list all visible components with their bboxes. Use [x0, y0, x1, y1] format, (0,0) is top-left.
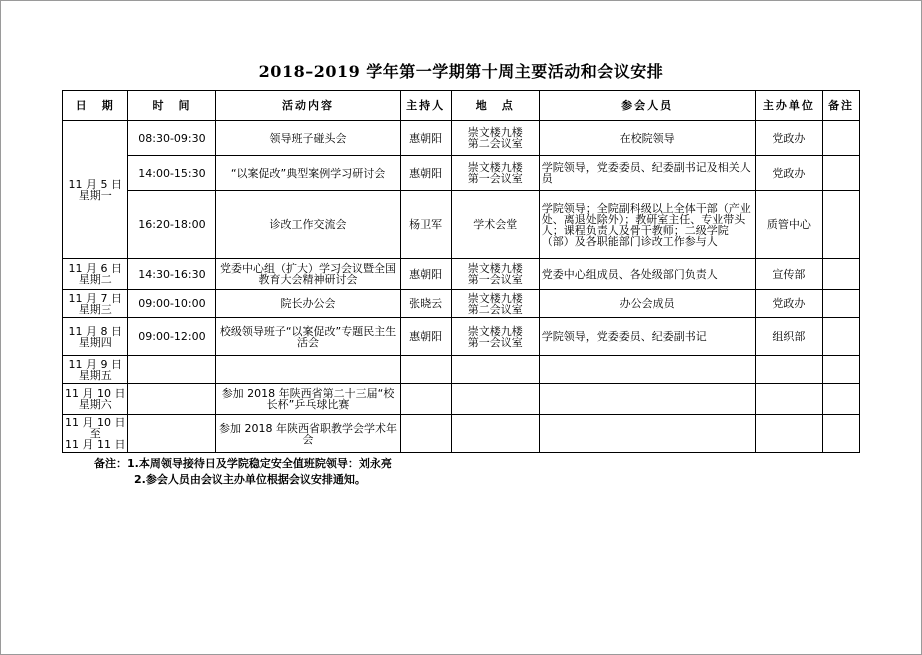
- header-attendees: 参会人员: [539, 91, 755, 121]
- table-row: [63, 121, 860, 156]
- table-row: [63, 156, 860, 191]
- date-cell: 11 月 8 日 星期四: [63, 318, 128, 356]
- attendees-cell: 党委中心组成员、各处级部门负责人: [539, 259, 755, 290]
- table-row: [63, 290, 860, 318]
- note-cell: [823, 259, 860, 290]
- activity-cell: 院长办公会: [216, 290, 400, 318]
- host-cell: [400, 415, 451, 453]
- place-cell: 崇文楼九楼 第一会议室: [451, 156, 539, 191]
- note-cell: [823, 384, 860, 415]
- time-cell: 09:00-12:00: [128, 318, 216, 356]
- activity-cell: “以案促改”典型案例学习研讨会: [216, 156, 400, 191]
- attendees-cell: 学院领导，党委委员、纪委副书记: [539, 318, 755, 356]
- attendees-cell: 办公会成员: [539, 290, 755, 318]
- attendees-cell: 在校院领导: [539, 121, 755, 156]
- organizer-cell: [755, 384, 823, 415]
- time-cell: [128, 415, 216, 453]
- time-cell: 14:00-15:30: [128, 156, 216, 191]
- footnote-line-1: 备注：1.本周领导接待日及学院稳定安全值班院领导：刘永亮: [94, 457, 392, 470]
- host-cell: 张晓云: [400, 290, 451, 318]
- attendees-cell: 学院领导，党委委员、纪委副书记及相关人员: [539, 156, 755, 191]
- table-row: [63, 318, 860, 356]
- place-cell: [451, 356, 539, 384]
- note-cell: [823, 156, 860, 191]
- header-time: 时 间: [128, 91, 216, 121]
- note-cell: [823, 121, 860, 156]
- table-row: [63, 356, 860, 384]
- page-title: 2018–2019 学年第一学期第十周主要活动和会议安排: [258, 62, 664, 81]
- activity-cell: 党委中心组（扩大）学习会议暨全国教育大会精神研讨会: [216, 259, 400, 290]
- place-cell: [451, 384, 539, 415]
- activity-cell: 参加 2018 年陕西省第二十三届“校长杯”乒乓球比赛: [216, 384, 400, 415]
- host-cell: 惠朝阳: [400, 156, 451, 191]
- host-cell: 惠朝阳: [400, 121, 451, 156]
- attendees-cell: 学院领导；全院副科级以上全体干部（产业处、离退处除外）；教研室主任、专业带头人；课程负责人及骨干教师；二级学院（部）及各职能部门诊改工作参与人: [539, 191, 755, 259]
- time-cell: [128, 356, 216, 384]
- organizer-cell: 质管中心: [755, 191, 823, 259]
- host-cell: 惠朝阳: [400, 318, 451, 356]
- note-cell: [823, 290, 860, 318]
- date-cell: 11 月 5 日 星期一: [63, 121, 128, 259]
- table-row: [63, 384, 860, 415]
- organizer-cell: 党政办: [755, 156, 823, 191]
- header-place: 地 点: [451, 91, 539, 121]
- date-cell: 11 月 10 日 星期六: [63, 384, 128, 415]
- activity-cell: [216, 356, 400, 384]
- note-cell: [823, 415, 860, 453]
- host-cell: [400, 356, 451, 384]
- header-date: 日 期: [63, 91, 128, 121]
- activity-cell: 诊改工作交流会: [216, 191, 400, 259]
- table-row: [63, 191, 860, 259]
- organizer-cell: [755, 356, 823, 384]
- organizer-cell: [755, 415, 823, 453]
- time-cell: 08:30-09:30: [128, 121, 216, 156]
- time-cell: 09:00-10:00: [128, 290, 216, 318]
- header-organizer: 主办单位: [755, 91, 823, 121]
- activity-cell: 参加 2018 年陕西省职教学会学术年会: [216, 415, 400, 453]
- time-cell: [128, 384, 216, 415]
- attendees-cell: [539, 356, 755, 384]
- table-row: [63, 415, 860, 453]
- place-cell: 学术会堂: [451, 191, 539, 259]
- place-cell: [451, 415, 539, 453]
- place-cell: 崇文楼九楼 第二会议室: [451, 290, 539, 318]
- table-header-row: [63, 91, 860, 121]
- table-row: [63, 259, 860, 290]
- time-cell: 16:20-18:00: [128, 191, 216, 259]
- note-cell: [823, 191, 860, 259]
- host-cell: 杨卫军: [400, 191, 451, 259]
- date-cell: 11 月 6 日 星期二: [63, 259, 128, 290]
- date-cell: 11 月 10 日 至 11 月 11 日: [63, 415, 128, 453]
- note-cell: [823, 318, 860, 356]
- activity-cell: 领导班子碰头会: [216, 121, 400, 156]
- schedule-table: [62, 90, 860, 453]
- place-cell: 崇文楼九楼 第一会议室: [451, 318, 539, 356]
- footnote-line-2: 2.参会人员由会议主办单位根据会议安排通知。: [134, 473, 366, 486]
- organizer-cell: 党政办: [755, 290, 823, 318]
- footnote-label: 备注：: [94, 457, 127, 470]
- header-host: 主持人: [400, 91, 451, 121]
- note-cell: [823, 356, 860, 384]
- attendees-cell: [539, 415, 755, 453]
- organizer-cell: 党政办: [755, 121, 823, 156]
- date-cell: 11 月 9 日 星期五: [63, 356, 128, 384]
- activity-cell: 校级领导班子“以案促改”专题民主生活会: [216, 318, 400, 356]
- time-cell: 14:30-16:30: [128, 259, 216, 290]
- place-cell: 崇文楼九楼 第二会议室: [451, 121, 539, 156]
- host-cell: 惠朝阳: [400, 259, 451, 290]
- host-cell: [400, 384, 451, 415]
- attendees-cell: [539, 384, 755, 415]
- organizer-cell: 宣传部: [755, 259, 823, 290]
- footnotes: [94, 456, 392, 488]
- date-cell: 11 月 7 日 星期三: [63, 290, 128, 318]
- header-note: 备注: [823, 91, 860, 121]
- header-activity: 活动内容: [216, 91, 400, 121]
- organizer-cell: 组织部: [755, 318, 823, 356]
- place-cell: 崇文楼九楼 第一会议室: [451, 259, 539, 290]
